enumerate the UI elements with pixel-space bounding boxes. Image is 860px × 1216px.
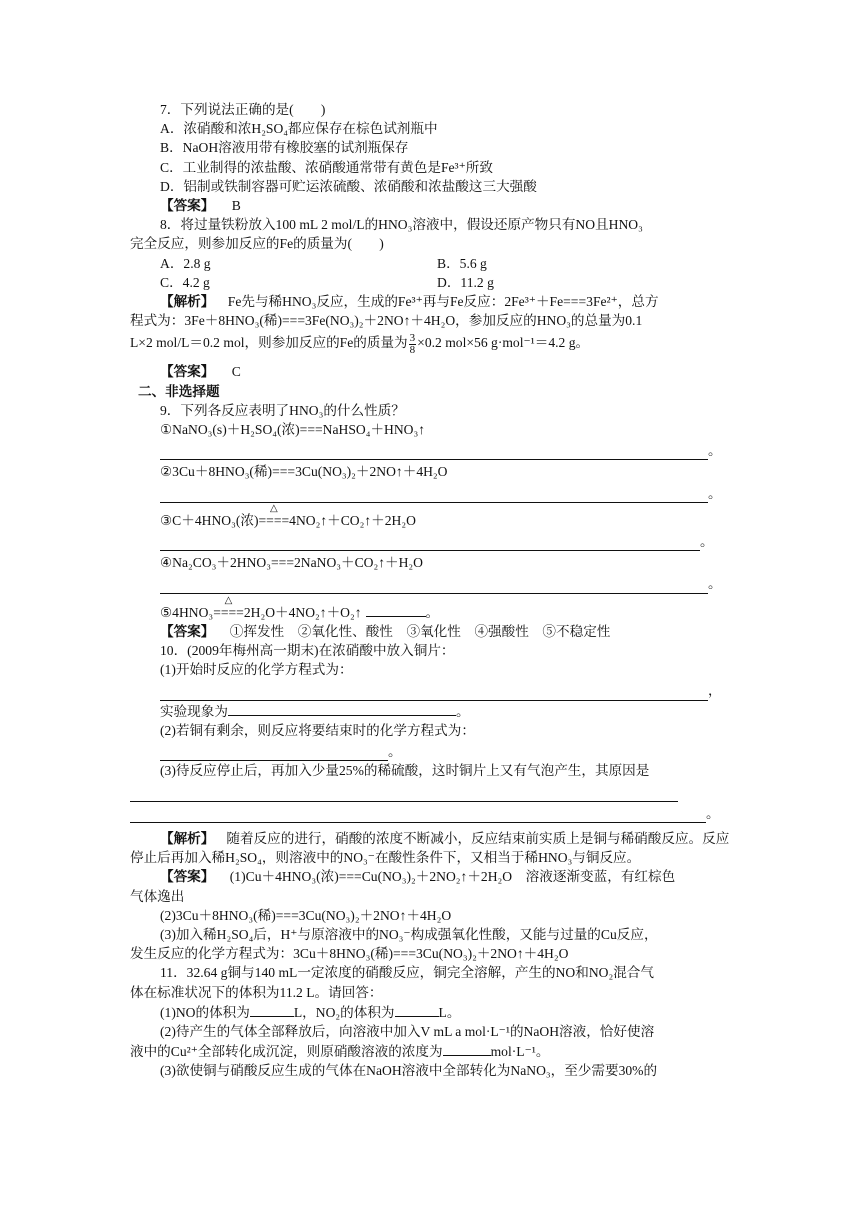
delta-icon: △ — [224, 594, 233, 606]
question-10-answer-line-5: 发生反应的化学方程式为：3Cu＋8HNO₃(稀)===3Cu(NO₃)₂＋2NO↑＋4H₂O — [130, 946, 569, 962]
question-9-reaction-5: ⑤4HNO₃ △ ====2H₂O＋4NO₂↑＋O₂↑ 。 — [130, 602, 735, 622]
heat-condition: △ ==== — [213, 603, 244, 622]
answer-value: B — [231, 198, 241, 214]
question-11-stem-line-1: 11．32.64 g铜与140 mL一定浓度的硝酸反应，铜完全溶解，产生的NO和NO₂混合气 — [160, 965, 654, 981]
answer-blank-line: ， — [130, 681, 735, 700]
question-10-answer-line-2: 气体逸出 — [130, 888, 185, 904]
question-8-analysis-line-1 — [130, 292, 735, 311]
question-11-part-2-line-1: (2)待产生的气体全部释放后，向溶液中加入V mL a mol·L⁻¹的NaOH溶液，恰好使溶 — [160, 1023, 655, 1039]
question-10-answer-line-1 — [130, 867, 735, 886]
question-8-stem-line-2: 完全反应，则参加反应的Fe的质量为( ) — [130, 236, 384, 252]
question-7-option-b: B．NaOH溶液用带有橡胶塞的试剂瓶保存 — [160, 140, 409, 156]
answer-label: 【答案】 — [160, 869, 215, 885]
delta-icon: △ — [269, 502, 278, 514]
analysis-label: 【解析】 — [160, 830, 215, 846]
question-8-answer — [130, 362, 735, 381]
question-10-part-3: (3)待反应停止后，再加入少量25%的稀硫酸，这时铜片上又有气泡产生，其原因是 — [160, 763, 650, 779]
question-8-analysis-line-3 — [130, 330, 735, 356]
fraction — [409, 333, 417, 356]
question-8-options-row-1 — [130, 254, 735, 273]
question-10-part-2: (2)若铜有剩余，则反应将要结束时的化学方程式为： — [160, 722, 475, 738]
answer-value: C — [231, 364, 241, 380]
question-7-option-c: C．工业制得的浓盐酸、浓硝酸通常带有黄色是Fe³⁺所致 — [160, 159, 493, 175]
heat-condition: △ ==== — [258, 511, 289, 530]
question-10-answer-line-4: (3)加入稀H₂SO₄后，H⁺与原溶液中的NO₃⁻构成强氧化性酸，又能与过量的Cu反应， — [160, 926, 658, 942]
answer-blank-line: 。 — [130, 484, 735, 503]
question-7-answer — [130, 196, 735, 215]
question-10-analysis — [130, 829, 735, 867]
answer-blank-line: 。 — [130, 532, 735, 551]
question-10-stem: 10．(2009年梅州高一期末)在浓硝酸中放入铜片： — [160, 643, 455, 659]
answer-value: ①挥发性 ②氧化性、酸性 ③氧化性 ④强酸性 ⑤不稳定性 — [229, 623, 611, 639]
question-7-option-a: A．浓硝酸和浓H₂SO₄都应保存在棕色试剂瓶中 — [160, 121, 438, 137]
question-10-answer-line-3: (2)3Cu＋8HNO₃(稀)===3Cu(NO₃)₂＋2NO↑＋4H₂O — [160, 907, 452, 923]
question-11-stem-line-2: 体在标准状况下的体积为11.2 L。请回答： — [130, 984, 383, 1000]
question-8-stem-line-1: 8．将过量铁粉放入100 mL 2 mol/L的HNO₃溶液中，假设还原产物只有NO且HNO₃ — [160, 217, 643, 233]
question-9-reaction-3: ③C＋4HNO₃(浓) △ ====4NO₂↑＋CO₂↑＋2H₂O — [130, 511, 735, 530]
question-9-reaction-4: ④Na₂CO₃＋2HNO₃===2NaNO₃＋CO₂↑＋H₂O — [160, 555, 423, 571]
answer-blank-line — [130, 783, 735, 802]
question-9-reaction-2: ②3Cu＋8HNO₃(稀)===3Cu(NO₃)₂＋2NO↑＋4H₂O — [160, 464, 448, 480]
question-8-option-a: A．2.8 g — [160, 255, 211, 271]
question-9-reaction-1: ①NaNO₃(s)＋H₂SO₄(浓)===NaHSO₄＋HNO₃↑ — [160, 422, 426, 438]
answer-label: 【答案】 — [160, 198, 215, 214]
answer-blank-line: 。 — [130, 804, 735, 823]
analysis-text: 随着反应的进行，硝酸的浓度不断减小，反应结束前实质上是铜与稀硝酸反应。反应停止后再加入稀H₂SO₄，则溶液中的NO₃⁻在酸性条件下，又相当于稀HNO₃与铜反应。 — [130, 830, 730, 866]
fraction-denominator: 8 — [409, 343, 416, 356]
answer-blank-line: 。 — [130, 441, 735, 460]
question-10-part-1: (1)开始时反应的化学方程式为： — [160, 662, 353, 678]
analysis-text: L×2 mol/L＝0.2 mol，则参加反应的Fe的质量为 — [130, 335, 408, 351]
fraction-numerator: 3 — [409, 331, 416, 344]
answer-value: (1)Cu＋4HNO₃(浓)===Cu(NO₃)₂＋2NO₂↑＋2H₂O 溶液逐渐变蓝，有红棕色 — [229, 869, 676, 885]
question-8-options-row-2 — [130, 273, 735, 292]
question-10-part-1-observation: 实验现象为 。 — [130, 701, 735, 721]
question-8-analysis-line-2: 程式为：3Fe＋8HNO₃(稀)===3Fe(NO₃)₂＋2NO↑＋4H₂O，参加反应的HNO₃的总量为0.1 — [130, 313, 643, 329]
analysis-label: 【解析】 — [160, 294, 215, 310]
answer-blank-line: 。 — [130, 574, 735, 593]
question-7-stem: 7．下列说法正确的是( ) — [160, 102, 326, 117]
answer-blank-line: 。 — [130, 742, 735, 761]
analysis-text: Fe先与稀HNO₃反应，生成的Fe³⁺再与Fe反应：2Fe³⁺＋Fe===3Fe²⁺，总方 — [227, 294, 659, 310]
question-9-answer — [130, 622, 735, 641]
question-7-option-d: D．铝制或铁制容器可贮运浓硫酸、浓硝酸和浓盐酸这三大强酸 — [160, 178, 537, 194]
question-8-option-d: D．11.2 g — [437, 274, 494, 290]
question-8-option-c: C．4.2 g — [160, 274, 210, 290]
question-8-option-b: B．5.6 g — [437, 255, 487, 271]
question-11-part-2-line-2: 液中的Cu²⁺全部转化成沉淀，则原硝酸溶液的浓度为 mol·L⁻¹。 — [130, 1041, 735, 1061]
section-heading: 二、非选择题 — [138, 383, 220, 399]
question-9-stem: 9．下列各反应表明了HNO₃的什么性质？ — [160, 402, 405, 418]
question-11-part-1: (1)NO的体积为 L，NO₂的体积为 L。 — [130, 1002, 735, 1022]
analysis-text: ×0.2 mol×56 g·mol⁻¹＝4.2 g。 — [417, 335, 590, 351]
document-page — [130, 100, 735, 1081]
question-11-part-3: (3)欲使铜与硝酸反应生成的气体在NaOH溶液中全部转化为NaNO₃，至少需要30%的 — [160, 1063, 658, 1079]
answer-label: 【答案】 — [160, 364, 215, 380]
answer-label: 【答案】 — [160, 623, 215, 639]
